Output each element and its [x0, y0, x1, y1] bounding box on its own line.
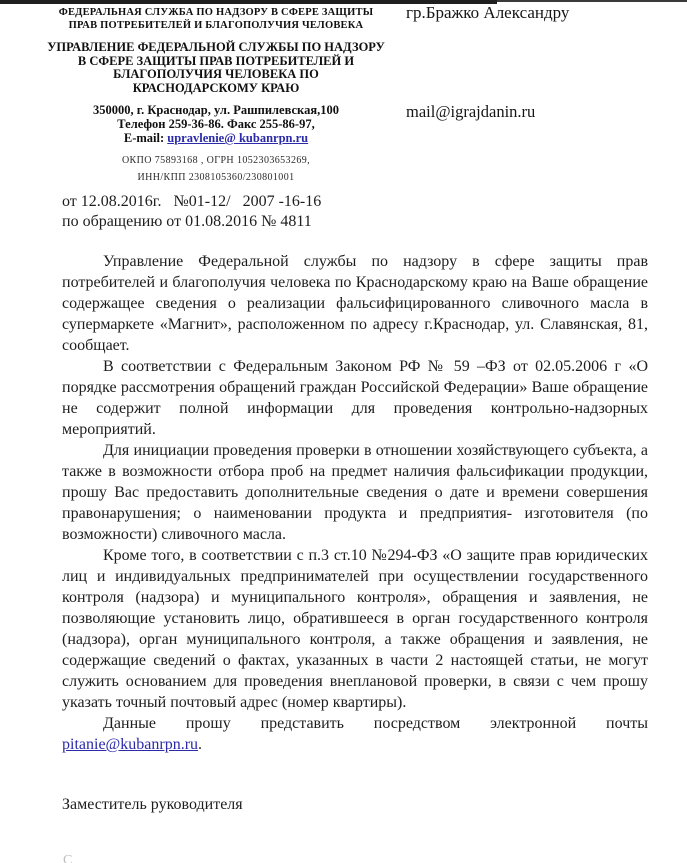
department-name-line-1: УПРАВЛЕНИЕ ФЕДЕРАЛЬНОЙ СЛУЖБЫ ПО НАДЗОРУ: [47, 40, 385, 54]
reference-block: [62, 192, 321, 231]
paragraph-3: Для инициации проведения проверки в отношении хозяйствующего субъекта, а также в возможности отбора проб на предмет наличия фальсификации продукции, прошу Вас предоставить дополнительные сведения о дате и времени совершения правонарушения; о наименовании продукта и предприятия- изготовителя (по возможности) сливочного масла.: [62, 442, 648, 543]
incoming-reference: по обращению от 01.08.2016 № 4811: [62, 212, 312, 230]
letterhead: [30, 7, 402, 186]
signature-title: Заместитель руководителя: [62, 796, 243, 813]
closing-period: .: [198, 736, 203, 753]
upravlenie-email-link[interactable]: upravlenie@ kubanrpn.ru: [167, 131, 309, 145]
letterhead-phone-fax: Телефон 259-36-86. Факс 255-86-97,: [117, 117, 315, 131]
department-name-line-3: БЛАГОПОЛУЧИЯ ЧЕЛОВЕКА ПО: [113, 67, 319, 81]
paragraph-1: Управление Федеральной службы по надзору в сфере защиты прав потребителей и благополучия человека по Краснодарскому краю на Ваше обращение содержащее сведения о реализации фальсифицированного сливочного масла в супермаркете «Магнит», расположенном по адресу г.Краснодар, ул. Славянская, 81, сообщает.: [62, 253, 648, 354]
paragraph-2: В соответствии с Федеральным Законом РФ № 59 –ФЗ от 02.05.2006 г «О порядке рассмотрения обращений граждан Российской Федерации» Ваше обращение не содержит полной информации для проведения контрольно-надзорных мероприятий.: [62, 358, 648, 438]
agency-name-line-2: ПРАВ ПОТРЕБИТЕЛЕЙ И БЛАГОПОЛУЧИЯ ЧЕЛОВЕКА: [68, 19, 364, 31]
inn-kpp-line: ИНН/КПП 2308105360/230801001: [137, 172, 295, 183]
agency-name-line-1: ФЕДЕРАЛЬНАЯ СЛУЖБА ПО НАДЗОРУ В СФЕРЕ ЗАЩИТЫ: [58, 7, 374, 18]
addressee-name: гр.Бражко Александру: [406, 3, 570, 22]
closing-text: Данные прошу представить посредством электронной почты: [103, 715, 648, 732]
pitanie-email-link[interactable]: pitanie@kubanrpn.ru: [62, 736, 199, 753]
letterhead-address: 350000, г. Краснодар, ул. Рашпилевская,100: [93, 103, 339, 117]
okpo-ogrn-line: ОКПО 75893168 , ОГРН 1052303653269,: [121, 155, 311, 166]
department-name-line-2: В СФЕРЕ ЗАЩИТЫ ПРАВ ПОТРЕБИТЕЛЕЙ И: [77, 53, 355, 68]
letter-body: [62, 251, 648, 755]
paragraph-closing: [62, 713, 648, 755]
letterhead-email-line: [30, 131, 402, 145]
email-label: E-mail:: [123, 131, 165, 145]
cut-off-character: С: [63, 853, 73, 863]
department-name-line-4: КРАСНОДАРСКОМУ КРАЮ: [132, 80, 300, 95]
outgoing-reference: от 12.08.2016г. №01-12/ 2007 -16-16: [62, 193, 322, 210]
addressee-email: mail@igrajdanin.ru: [406, 102, 536, 121]
paragraph-4: Кроме того, в соответствии с п.3 ст.10 №294-ФЗ «О защите прав юридических лиц и индивидуальных предпринимателей при осуществлении государственного контроля (надзора) и муниципального контроля», обращения и заявления, не позволяющие установить лицо, обратившееся в орган государственного контроля (надзора), орган муниципального контроля, а также обращения и заявления, не содержащие сведений о фактах, указанных в части 2 настоящей статьи, не могут служить основанием для проведения внеплановой проверки, в связи с чем прошу указать точный почтовый адрес (номер квартиры).: [62, 547, 648, 711]
